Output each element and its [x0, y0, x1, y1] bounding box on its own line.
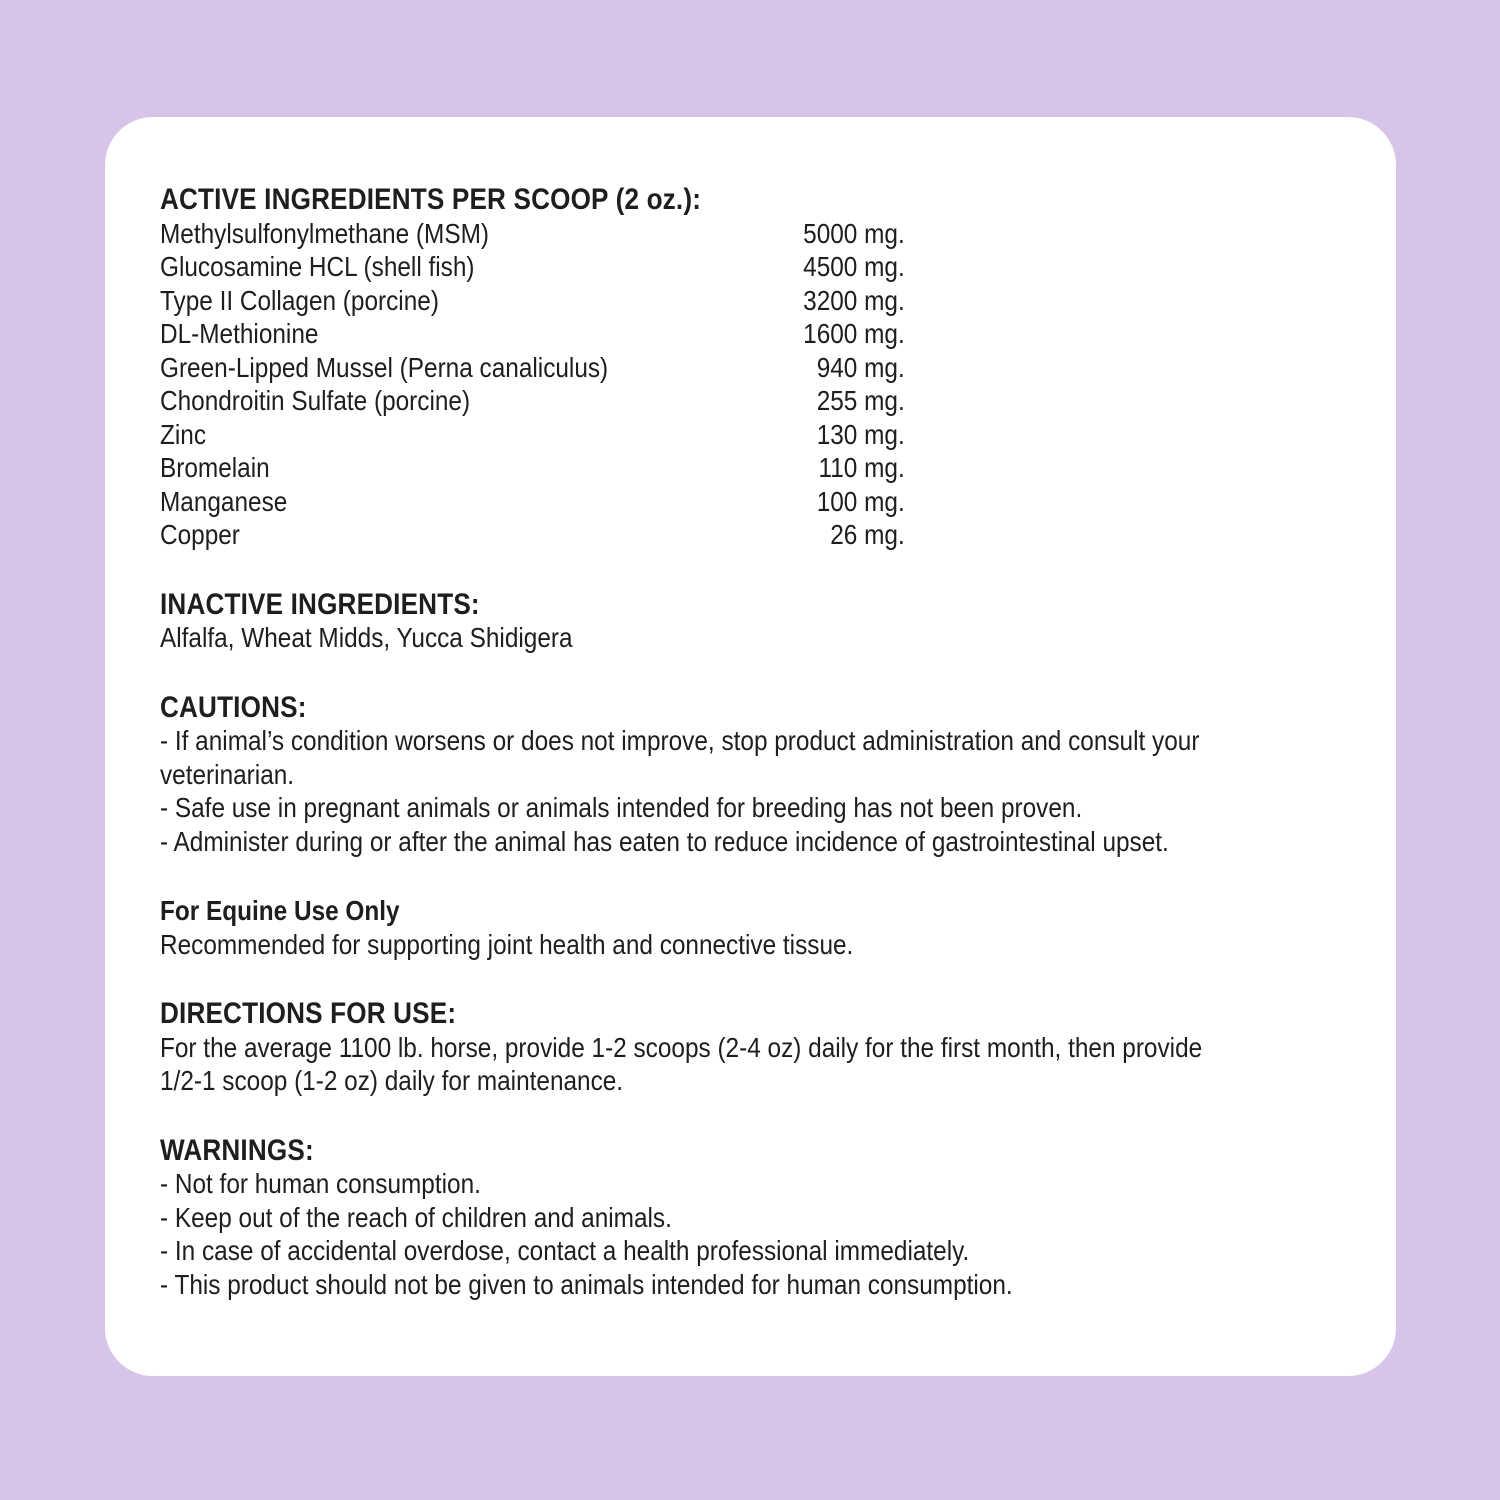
ingredient-name: Zinc	[160, 418, 207, 450]
ingredient-amount: 26 mg.	[830, 519, 905, 550]
caution-line: - If animal’s condition worsens or does not improve, stop product administration and consult your	[160, 725, 1200, 756]
warning-line: - This product should not be given to animals intended for human consumption.	[160, 1268, 1013, 1300]
warnings-section	[160, 1134, 1356, 1302]
warnings-heading: WARNINGS:	[160, 1133, 314, 1167]
ingredient-amount: 100 mg.	[816, 485, 905, 517]
cautions-section	[160, 691, 1356, 859]
ingredient-row	[160, 485, 905, 519]
ingredient-row	[160, 351, 905, 385]
inactive-ingredients-heading: INACTIVE INGREDIENTS:	[160, 587, 480, 621]
ingredient-row	[160, 518, 905, 552]
directions-line: 1/2-1 scoop (1-2 oz) daily for maintenance.	[160, 1065, 624, 1096]
ingredient-amount: 5000 mg.	[803, 217, 905, 249]
equine-use-line: Recommended for supporting joint health and connective tissue.	[160, 928, 854, 960]
equine-use-heading: For Equine Use Only	[160, 895, 400, 926]
cautions-heading: CAUTIONS:	[160, 690, 307, 724]
warning-line: - In case of accidental overdose, contact a health professional immediately.	[160, 1235, 970, 1266]
ingredient-amount: 110 mg.	[818, 452, 905, 483]
ingredient-row	[160, 418, 905, 452]
active-ingredients-heading: ACTIVE INGREDIENTS PER SCOOP (2 oz.):	[160, 183, 702, 216]
caution-line: - Safe use in pregnant animals or animals intended for breeding has not been proven.	[160, 792, 1083, 823]
label-card	[105, 117, 1396, 1376]
ingredient-amount: 255 mg.	[816, 385, 905, 416]
ingredient-name: Copper	[160, 519, 240, 550]
ingredient-name: Chondroitin Sulfate (porcine)	[160, 385, 471, 416]
directions-section	[160, 997, 1356, 1098]
caution-line: - Administer during or after the animal has eaten to reduce incidence of gastrointestinal upset.	[160, 825, 1169, 857]
ingredient-amount: 1600 mg.	[803, 318, 905, 349]
active-ingredients-section	[160, 183, 1356, 552]
ingredient-name: Methylsulfonylmethane (MSM)	[160, 217, 489, 249]
ingredient-name: Green-Lipped Mussel (Perna canaliculus)	[160, 351, 609, 383]
ingredient-row	[160, 250, 905, 284]
equine-use-section	[160, 894, 1356, 961]
ingredient-amount: 130 mg.	[816, 418, 905, 450]
inactive-ingredients-section	[160, 588, 1356, 655]
ingredient-name: Type II Collagen (porcine)	[160, 284, 439, 316]
warning-line: - Not for human consumption.	[160, 1168, 481, 1199]
ingredient-row	[160, 317, 905, 351]
directions-heading: DIRECTIONS FOR USE:	[160, 997, 457, 1030]
ingredient-row	[160, 451, 905, 485]
ingredient-row	[160, 217, 905, 251]
inactive-ingredients-list: Alfalfa, Wheat Midds, Yucca Shidigera	[160, 622, 573, 653]
ingredient-amount: 940 mg.	[816, 351, 905, 383]
directions-line: For the average 1100 lb. horse, provide 1-2 scoops (2-4 oz) daily for the first month, then provide	[160, 1031, 1203, 1063]
ingredient-name: Glucosamine HCL (shell fish)	[160, 251, 475, 282]
ingredient-amount: 3200 mg.	[803, 284, 905, 316]
ingredient-row	[160, 384, 905, 418]
ingredient-name: Bromelain	[160, 452, 270, 483]
warning-line: - Keep out of the reach of children and animals.	[160, 1201, 672, 1233]
ingredient-name: DL-Methionine	[160, 318, 319, 349]
ingredient-row	[160, 284, 905, 318]
ingredient-name: Manganese	[160, 485, 288, 517]
caution-line: veterinarian.	[160, 758, 295, 790]
ingredient-amount: 4500 mg.	[803, 251, 905, 282]
